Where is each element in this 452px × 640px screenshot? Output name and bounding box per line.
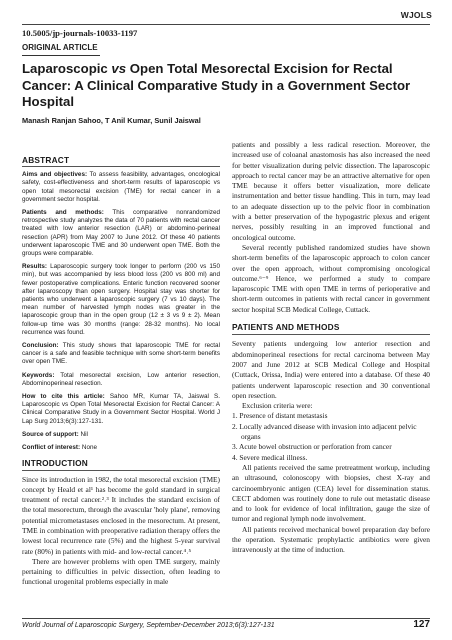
header-divider <box>22 24 430 25</box>
list-item: 1. Presence of distant metastasis <box>232 411 328 421</box>
methods-heading-rule <box>232 334 430 335</box>
conclusion-text: This study shows that laparoscopic TME for rectal cancer is a safe and feasible technique with some short-term benefits over open TME. <box>22 342 220 366</box>
abstract-conclusion <box>22 342 220 367</box>
abstract-heading: ABSTRACT <box>22 155 70 165</box>
conflict-of-interest <box>22 444 220 452</box>
page-number: 127 <box>413 619 430 630</box>
right-column <box>232 140 430 556</box>
abstract-aims <box>22 171 220 204</box>
footer-divider <box>22 618 430 619</box>
how-to-cite <box>22 393 220 426</box>
conclusion-label: Conclusion: <box>22 342 59 350</box>
list-item: 2. Locally advanced disease with invasion into adjacent pelvic organs <box>232 421 417 442</box>
keywords-label: Keywords: <box>22 371 55 379</box>
methods-paragraph-2: All patients received the same pretreatment workup, including an ultrasound, colonoscopy with biopsies, chest X-ray and carcinoembryonic antigen (CEA) level for dissemination status. CECT abdomen was routinely done to rule out metastatic disease and to look for evidence of local infiltration, gauge the size of tumor and regional lymph node involvement. <box>232 462 430 524</box>
source-of-support <box>22 431 220 439</box>
article-title <box>22 61 422 111</box>
intro-paragraph-2: There are however problems with open TME surgery, mainly pertaining to difficulties in pelvic dissection, often leading to functional urogenital problems especially in male <box>22 556 220 587</box>
source-label: Source of support: <box>22 430 79 438</box>
journal-tag: WJOLS <box>400 10 432 20</box>
abstract-patients <box>22 209 220 258</box>
keywords <box>22 372 220 388</box>
results-label: Results: <box>22 263 48 271</box>
source-text: Nil <box>78 430 88 438</box>
title-part-2: Open Total Mesorectal Excision for Rectal Cancer: A Clinical Comparative Study in a Government Sector Hospital <box>22 61 411 109</box>
methods-paragraph-3: All patients received mechanical bowel preparation day before the operation. Systematic prophylactic antibiotics were given intravenously at the time of induction. <box>232 524 430 555</box>
conflict-text: None <box>80 444 98 452</box>
right-paragraph-1: patients and possibly a less radical resection. Moreover, the increased use of coloanal anastomosis has also increased the need for better visualization during pelvic dissection. The laparoscopic approach to rectal cancer may be an attractive alternative for open TME because it offers better visualization, more delicate instrumentation and better tissue handling. This in turn, may lead to an adequate dissection up to the pelvic floor in combination with a better preservation of the hypogastric plexus and erigent nerves, possibly resulting in an improved functional and oncological outcome. <box>232 140 430 242</box>
doi[interactable]: 10.5005/jp-journals-10033-1197 <box>22 28 138 38</box>
abstract-results <box>22 263 220 337</box>
cite-text: Sahoo MR, Kumar TA, Jaiswal S. Laparoscopic vs Open Total Mesorectal Excision for Rectal Cancer: A Clinical Comparative Study in a Government Sector Hospital. World J Lap Surg 2013;6(3):127-131. <box>22 393 220 425</box>
keywords-text: Total mesorectal excision, Low anterior resection, Abdominoperineal resection. <box>22 371 220 387</box>
authors: Manash Ranjan Sahoo, T Anil Kumar, Sunil Jaiswal <box>22 116 201 125</box>
exclusion-list <box>232 411 430 462</box>
introduction-heading-rule <box>22 470 220 471</box>
patients-label: Patients and methods: <box>22 209 104 217</box>
right-paragraph-2: Several recently published randomized studies have shown short-term benefits of the laparoscopic approach to colon cancer over the open approach, without compromising oncological outcome.⁶⁻⁹ Hence, we performed a study to compare laparoscopic TME with open TME in terms of perioperative and short-term outcomes in patients with rectal cancer in government sector hospital SCB Medical College, Cuttack. <box>232 242 430 314</box>
intro-paragraph-1: Since its introduction in 1982, the total mesorectal excision (TME) concept by Heald et al¹ has become the gold standard in surgical treatment of rectal cancer.²˒³ It includes the standard excision of the total mesorectum, through the avascular 'holy plane', removing potential micrometastases enclosed in the mesorectum. At present, TME in combination with preoperative radiation therapy offers the lowest local recurrence rate (5%) and the highest 5-year survival rate (80%) in patients with mid- and low-rectal cancer.⁴˒⁵ <box>22 474 220 556</box>
badge-underline <box>22 55 100 56</box>
title-part-1: Laparoscopic <box>22 61 112 76</box>
aims-text: To assess feasibility, advantages, oncological safety, cost-effectiveness and short-term results of laparoscopic vs open total mesorectal excision (TME) for rectal cancer in a government sector hospital. <box>22 171 220 203</box>
aims-label: Aims and objectives: <box>22 171 88 179</box>
exclusion-label: Exclusion criteria were: <box>242 401 313 411</box>
list-item: 4. Severe medical illness. <box>232 452 308 462</box>
introduction-heading: INTRODUCTION <box>22 458 89 469</box>
left-column <box>22 156 220 588</box>
footer-citation: World Journal of Laparoscopic Surgery, September-December 2013;6(3):127-131 <box>22 622 275 629</box>
article-type-badge: ORIGINAL ARTICLE <box>22 43 98 52</box>
abstract-heading-rule <box>22 166 220 167</box>
methods-paragraph-1: Seventy patients undergoing low anterior resection and abdominoperineal resections for rectal carcinoma between May 2007 and June 2012 at SCB Medical College and Hospital (Cuttack, Orissa, India) were entered into a database. Of these 40 patients underwent laparoscopic resection and 30 conventional open resection. <box>232 339 430 400</box>
conflict-label: Conflict of interest: <box>22 444 81 452</box>
patients-text: This comparative nonrandomized retrospective study analyzes the data of 70 patients with rectal cancer treated with low anterior resection (LAR) or abdomino-perineal resection (APR) from May 2007 to June 2012. Of these 40 patients underwent laparoscopic TME and 30 underwent open TME. Both the groups were comparable. <box>22 209 220 258</box>
cite-label: How to cite this article: <box>22 393 105 401</box>
list-item: 3. Acute bowel obstruction or perforation from cancer <box>232 442 392 452</box>
methods-heading: PATIENTS AND METHODS <box>232 322 340 333</box>
results-text: Laparoscopic surgery took longer to perform (200 vs 150 min), but was accompanied by less blood loss (200 vs 800 ml) and fewer postoperative complications. Enteric function recovered sooner after laparoscopy than open surgery. Hospital stay was shorter for patients who underwent a laparoscopic surgery (7 vs 10 days). The mean number of harvested lymph nodes was greater in the laparoscopic group than in the open group (12 ± 3 vs 9 ± 2). Mean follow-up time was 30 months (range: 28-32 months). No local recurrence was found. <box>22 263 220 336</box>
title-vs: vs <box>111 61 127 76</box>
